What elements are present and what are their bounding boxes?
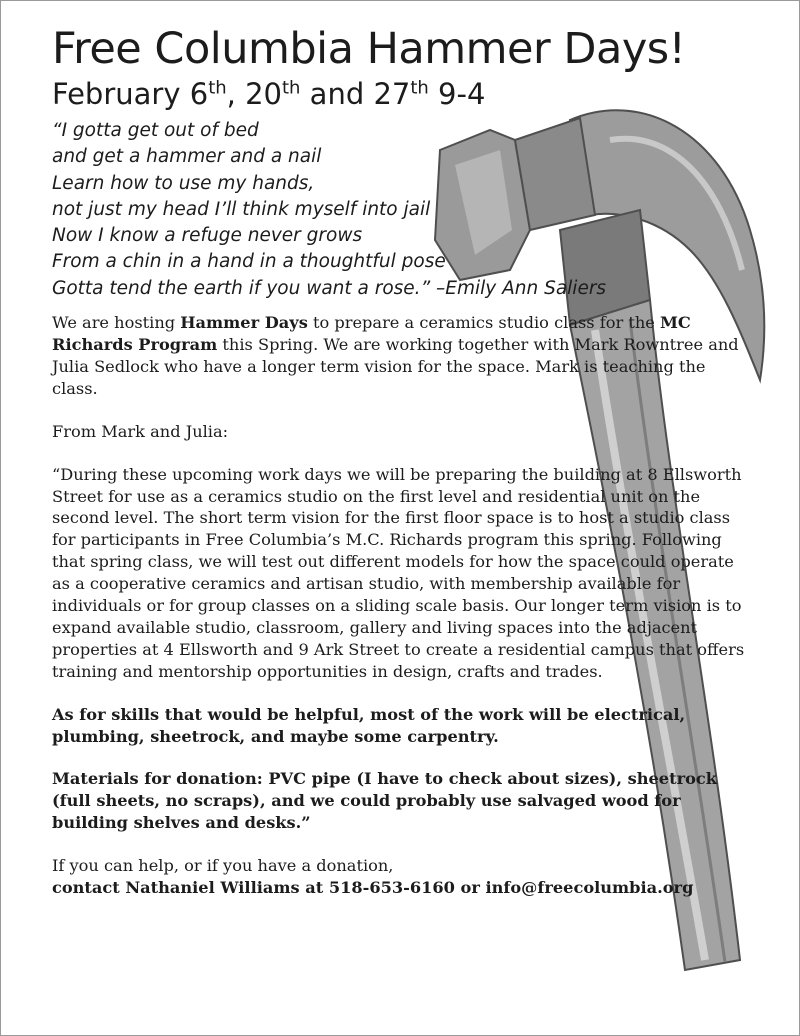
poem-line: Gotta tend the earth if you want a rose.” –Emily Ann Saliers bbox=[52, 277, 607, 299]
contact-intro: If you can help, or if you have a donation, bbox=[52, 856, 394, 876]
quote-paragraph: “During these upcoming work days we will be preparing the building at 8 Ellsworth Street for use as a ceramics studio on the first level and residential unit on the second level. The short term vision for the first floor space is to host a studio class for participants in Free Columbia’s M.C. Richards program this spring. Following that spring class, we will test out different models for how the space could operate as a cooperative ceramics and artisan studio, with membership available for individuals or for group classes on a sliding scale basis. Our longer term vision is to expand available studio, classroom, gallery and living spaces into the adjacent properties at 4 Ellsworth and 9 Ark Street to create a residential campus that offers training and mentorship opportunities in design, crafts and trades. bbox=[52, 464, 745, 681]
contact-paragraph bbox=[52, 855, 752, 899]
poem-line: not just my head I’ll think myself into jail bbox=[52, 198, 431, 220]
skills-paragraph: As for skills that would be helpful, most of the work will be electrical, plumbing, sheetrock, and maybe some carpentry. bbox=[52, 704, 686, 746]
contact-details: contact Nathaniel Williams at 518-653-6160 or info@freecolumbia.org bbox=[52, 878, 694, 898]
poem-line: Now I know a refuge never grows bbox=[52, 225, 363, 247]
materials-paragraph: Materials for donation: PVC pipe (I have to check about sizes), sheetrock (full sheets, no scraps), and we could probably use salvaged wood for building shelves and desks.” bbox=[52, 769, 717, 833]
poem-quote bbox=[52, 118, 752, 302]
intro-paragraph: We are hosting Hammer Days to prepare a ceramics studio class for the MC Richards Program this Spring. We are working together with Mark Rowntree and Julia Sedlock who have a longer term vision for the space. Mark is teaching the class. bbox=[52, 313, 739, 398]
from-line: From Mark and Julia: bbox=[52, 421, 229, 441]
poem-line: From a chin in a hand in a thoughtful pose bbox=[52, 251, 446, 273]
flyer-content bbox=[52, 24, 752, 899]
poem-line: Learn how to use my hands, bbox=[52, 172, 315, 194]
poem-line: and get a hammer and a nail bbox=[52, 146, 322, 168]
event-dates: February 6th, 20th and 27th 9-4 bbox=[52, 77, 486, 111]
page-title: Free Columbia Hammer Days! bbox=[52, 24, 686, 74]
poem-line: “I gotta get out of bed bbox=[52, 120, 259, 141]
